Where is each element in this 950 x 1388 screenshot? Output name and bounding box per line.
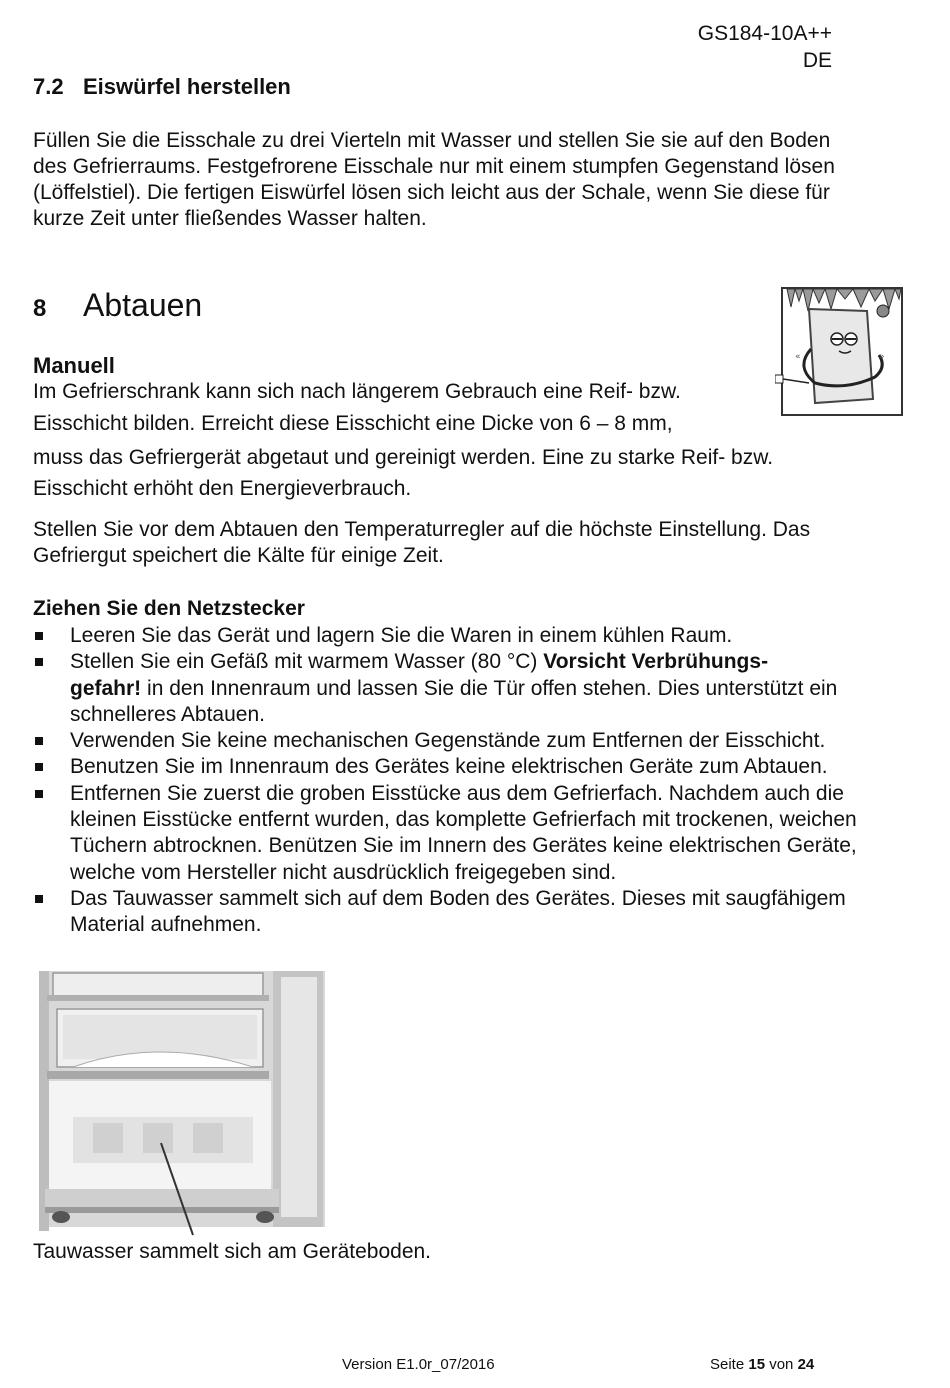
list-item (33, 886, 903, 939)
list-item (33, 623, 903, 649)
bullet-icon (35, 737, 43, 745)
list-item-text: Das Tauwasser sammelt sich auf dem Boden des Gerätes. Dieses mit saugfähigem Material aufnehmen. (70, 886, 846, 937)
page-indicator (710, 1356, 814, 1373)
warning-text: Vorsicht Verbrühungs- (543, 650, 769, 674)
unplug-heading: Ziehen Sie den Netzstecker (33, 597, 305, 620)
version-label: Version E1.0r_07/2016 (342, 1356, 495, 1373)
section-title: Abtauen (83, 287, 203, 323)
bullet-icon (35, 790, 43, 798)
text-line: (Löffelstiel). Die fertigen Eiswürfel lösen sich leicht aus der Schale, wenn Sie diese für (33, 181, 830, 204)
section-8-heading (33, 287, 202, 324)
list-item-text: Benutzen Sie im Innenraum des Gerätes keine elektrischen Geräte zum Abtauen. (70, 755, 828, 779)
defrost-illustration (775, 287, 905, 417)
section-7-2-heading (33, 74, 291, 100)
list-item-text: Verwenden Sie keine mechanischen Gegenstände zum Entfernen der Eisschicht. (70, 729, 826, 753)
bullet-icon (35, 763, 43, 771)
text-line: des Gefrierraums. Festgefrorene Eisschale nur mit einem stumpfen Gegenstand lösen (33, 155, 835, 178)
text-line: muss das Gefriergerät abgetaut und gereinigt werden. Eine zu starke Reif- bzw. (33, 446, 774, 469)
page-total: 24 (797, 1356, 815, 1373)
text-line: Stellen Sie vor dem Abtauen den Temperaturregler auf die höchste Einstellung. Das (33, 518, 811, 541)
list-item (33, 781, 903, 886)
warning-text: gefahr! (70, 676, 142, 700)
svg-text:«: « (795, 352, 801, 362)
page-of-word: von (765, 1356, 798, 1373)
freezer-interior-icon (33, 967, 333, 1237)
section-number: 7.2 (33, 74, 64, 99)
section-number: 8 (33, 295, 47, 322)
section-title: Eiswürfel herstellen (83, 74, 291, 99)
section-7-2-body (33, 128, 913, 232)
bullet-icon (35, 895, 43, 903)
list-item (33, 754, 903, 780)
text-line: Eisschicht bilden. Erreicht diese Eisschicht eine Dicke von 6 – 8 mm, (33, 412, 673, 435)
page-word: Seite (710, 1356, 749, 1373)
bullet-icon (35, 632, 43, 640)
bullet-icon (35, 658, 43, 666)
list-item (33, 649, 903, 728)
photo-caption: Tauwasser sammelt sich am Geräteboden. (33, 1240, 432, 1263)
list-item-text: Entfernen Sie zuerst die groben Eisstücke aus dem Gefrierfach. Nachdem auch die kleinen Eisstücke entfernt wurden, das komplette Gefrierfach mit trockenen, weichen Tüchern abtrocknen. Benützen Sie im Innern des Gerätes keine elektrischen Geräte, welche vom Hersteller nicht ausdrücklich freigegeben sind. (70, 781, 857, 884)
text-line: kurze Zeit unter fließendes Wasser halten. (33, 207, 427, 230)
list-item-text: Leeren Sie das Gerät und lagern Sie die Waren in einem kühlen Raum. (70, 624, 733, 647)
text-line: Füllen Sie die Eisschale zu drei Vierteln mit Wasser und stellen Sie sie auf den Boden (33, 129, 831, 152)
list-item-text: in den Innenraum und lassen Sie die Tür offen stehen. Dies unterstützt ein schnelleres Abtauen. (70, 676, 838, 726)
list-item-text: Stellen Sie ein Gefäß mit warmem Wasser (80 °C) (70, 650, 544, 674)
freezer-photo (33, 967, 333, 1237)
text-line: Im Gefrierschrank kann sich nach längerem Gebrauch eine Reif- bzw. (33, 380, 681, 403)
instruction-list (33, 623, 903, 939)
text-line: Eisschicht erhöht den Energieverbrauch. (33, 477, 412, 500)
document-header (698, 20, 832, 74)
list-item (33, 728, 903, 754)
page-number: 15 (748, 1356, 766, 1373)
defrost-cartoon-icon (775, 287, 905, 417)
svg-text:»: » (879, 352, 885, 362)
manual-subheading: Manuell (33, 353, 115, 378)
text-line: Gefriergut speichert die Kälte für einige Zeit. (33, 544, 444, 567)
language-code: DE (802, 49, 832, 72)
model-number: GS184-10A++ (697, 22, 832, 45)
